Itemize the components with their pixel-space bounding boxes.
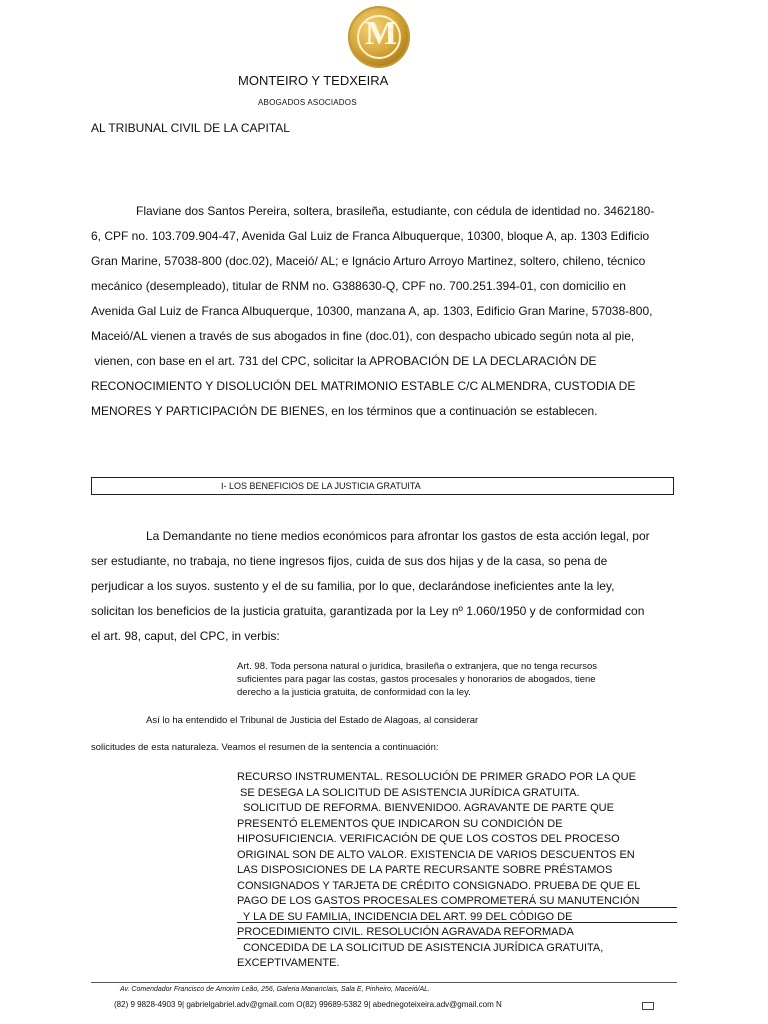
ruling-line: SOLICITUD DE REFORMA. BIENVENIDO0. AGRAVANTE DE PARTE QUE [237,802,614,814]
logo-monogram-icon: M [364,15,394,52]
footer-divider [91,982,677,983]
quote-line: suficientes para pagar las costas, gastos procesales y honorarios de abogados, tiene [237,674,596,685]
ruling-underline [330,907,677,908]
intro-line: Avenida Gal Luiz de Franca Albuquerque, 10300, manzana A, ap. 1303, Edificio Gran Marine, 57038-800, [91,304,653,318]
firm-name: MONTEIRO Y TEDXEIRA [238,73,389,88]
body-line: La Demandante no tiene medios económicos para afrontar los gastos de esta acción legal, por [146,529,650,543]
intro-line: Maceió/AL vienen a través de sus abogados in fine (doc.01), con despacho ubicado según nota al pie, [91,329,635,343]
firm-subtitle: ABOGADOS ASOCIADOS [258,98,357,107]
ruling-line: CONSIGNADOS Y TARJETA DE CRÉDITO CONSIGNADO. PRUEBA DE QUE EL [237,879,641,892]
article-quote [237,660,677,699]
mail-icon [642,1002,654,1010]
ruling-line: PRESENTÓ ELEMENTOS QUE INDICARON SU CONDICIÓN DE [237,817,563,830]
intro-line: RECONOCIMIENTO Y DISOLUCIÓN DEL MATRIMONIO ESTABLE C/C ALMENDRA, CUSTODIA DE [91,379,636,393]
ruling-line: HIPOSUFICIENCIA. VERIFICACIÓN DE QUE LOS COSTOS DEL PROCESO [237,833,620,845]
quote-line: derecho a la justicia gratuita, de conformidad con la ley. [237,687,471,698]
ruling-line: CONCEDIDA DE LA SOLICITUD DE ASISTENCIA JURÍDICA GRATUITA, [237,941,604,954]
ruling-underline [237,922,677,923]
section-heading: I- LOS BENEFICIOS DE LA JUSTICIA GRATUITA [221,481,421,491]
body-line: perjudicar a los suyos. sustento y el de su familia, por lo que, declarándose ineficientes ante la ley, [91,579,615,593]
ruling-line: RECURSO INSTRUMENTAL. RESOLUCIÓN DE PRIMER GRADO POR LA QUE [237,771,636,783]
addressee: AL TRIBUNAL CIVIL DE LA CAPITAL [91,121,290,135]
body-line: el art. 98, caput, del CPC, in verbis: [91,629,280,643]
intro-line: mecánico (desempleado), titular de RNM no. G388630-Q, CPF no. 700.251.394-01, con domicilio en [91,279,626,293]
intro-line: 6, CPF no. 103.709.904-47, Avenida Gal Luiz de Franca Albuquerque, 10300, bloque A, ap. 1303 Edificio [91,229,650,243]
ruling-line: EXCEPTIVAMENTE. [237,957,340,969]
footer-contact: (82) 9 9828-4903 9| gabrielgabriel.adv@gmail.com O(82) 99689-5382 9| abednegoteixeira.adv@gmail.com N [114,1000,502,1009]
ruling-underline [237,938,547,939]
ruling-line: Y LA DE SU FAMILIA, INCIDENCIA DEL ART. 99 DEL CÓDIGO DE [237,910,573,923]
section-heading-box [91,477,674,495]
body-line: ser estudiante, no trabaja, no tiene ingresos fijos, cuida de sus dos hijas y de la casa, so pena de [91,554,608,568]
intro-line: vienen, con base en el art. 731 del CPC, solicitar la APROBACIÓN DE LA DECLARACIÓN DE [91,354,597,368]
intro-line: Gran Marine, 57038-800 (doc.02), Maceió/ AL; e Ignácio Arturo Arroyo Martinez, soltero, chileno, técnico [91,254,646,268]
firm-logo [348,6,410,68]
summary-note: solicitudes de esta naturaleza. Veamos el resumen de la sentencia a continuación: [91,742,439,753]
footer-address: Av. Comendador Francisco de Amorim Leão, 256, Galeria Manancíais, Sala E, Pinheiro, Maceió/AL. [120,986,430,993]
ruling-summary [237,770,682,972]
ruling-line: LAS DISPOSICIONES DE LA PARTE RECURSANTE SOBRE PRÉSTAMOS [237,864,613,876]
ruling-line: SE DESEGA LA SOLICITUD DE ASISTENCIA JURÍDICA GRATUITA. [237,786,580,799]
body-paragraph [91,524,675,649]
ruling-line: PROCEDIMIENTO CIVIL. RESOLUCIÓN AGRAVADA REFORMADA [237,926,574,938]
tribunal-note: Así lo ha entendido el Tribunal de Justicia del Estado de Alagoas, al considerar [146,715,479,726]
intro-line: MENORES Y PARTICIPACIÓN DE BIENES, en los términos que a continuación se establecen. [91,404,598,418]
ruling-line: ORIGINAL SON DE ALTO VALOR. EXISTENCIA DE VARIOS DESCUENTOS EN [237,848,635,861]
quote-line: Art. 98. Toda persona natural o jurídica, brasileña o extranjera, que no tenga recursos [237,661,597,672]
body-line: solicitan los beneficios de la justicia gratuita, garantizada por la Ley nº 1.060/1950 y de conformidad con [91,604,645,618]
ruling-line: PAGO DE LOS GASTOS PROCESALES COMPROMETERÁ SU MANUTENCIÓN [237,895,640,907]
intro-line: Flaviane dos Santos Pereira, soltera, brasileña, estudiante, con cédula de identidad no. 3462180- [136,204,655,218]
intro-paragraph [91,199,675,424]
